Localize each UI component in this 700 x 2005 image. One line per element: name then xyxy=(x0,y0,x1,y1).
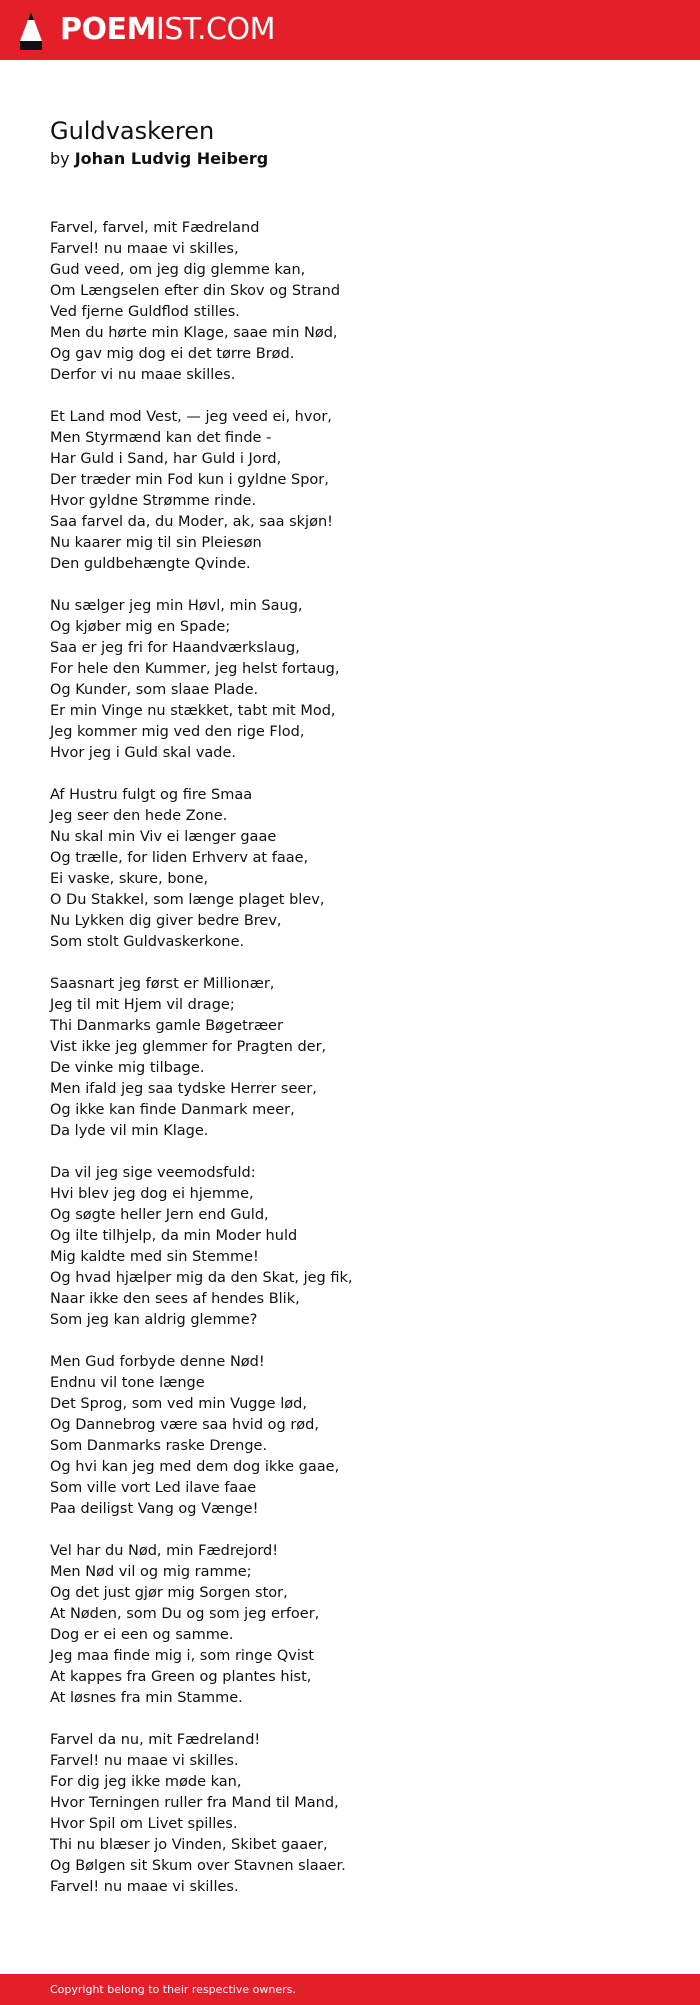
poem-line: Men Gud forbyde denne Nød! xyxy=(50,1354,265,1370)
poem-line: Da vil jeg sige veemodsfuld: xyxy=(50,1165,256,1181)
poem-line: Farvel da nu, mit Fædreland! xyxy=(50,1732,261,1748)
site-header xyxy=(0,0,700,60)
poem-line: Mig kaldte med sin Stemme! xyxy=(50,1249,259,1265)
stanza xyxy=(50,785,650,953)
poem-line: Som Danmarks raske Drenge. xyxy=(50,1438,268,1454)
poem-line: De vinke mig tilbage. xyxy=(50,1060,205,1076)
poem-line: Hvor jeg i Guld skal vade. xyxy=(50,745,237,761)
pencil-icon[interactable] xyxy=(18,11,44,51)
poem-line: Nu sælger jeg min Høvl, min Saug, xyxy=(50,598,303,614)
poem-line: Og det just gjør mig Sorgen stor, xyxy=(50,1585,288,1601)
poem-line: Men Styrmænd kan det finde - xyxy=(50,430,272,446)
poem-line: Hvor gyldne Strømme rinde. xyxy=(50,493,257,509)
poem-line: Jeg til mit Hjem vil drage; xyxy=(50,997,235,1013)
poem-line: Hvor Spil om Livet spilles. xyxy=(50,1816,238,1832)
poem-line: Jeg seer den hede Zone. xyxy=(50,808,228,824)
poem-line: Jeg kommer mig ved den rige Flod, xyxy=(50,724,305,740)
poem-line: Og Dannebrog være saa hvid og rød, xyxy=(50,1417,319,1433)
stanza xyxy=(50,1163,650,1331)
logo-text-rest: IST.COM xyxy=(155,12,275,47)
poem-line: Jeg maa finde mig i, som ringe Qvist xyxy=(50,1648,315,1664)
stanza xyxy=(50,407,650,575)
poem-line: Af Hustru fulgt og fire Smaa xyxy=(50,787,253,803)
poem-line: Om Længselen efter din Skov og Strand xyxy=(50,283,341,299)
by-label: by xyxy=(50,149,70,168)
stanza xyxy=(50,1730,650,1898)
poem-line: Er min Vinge nu stækket, tabt mit Mod, xyxy=(50,703,336,719)
poem-line: Som stolt Guldvaskerkone. xyxy=(50,934,245,950)
poem-line: Farvel! nu maae vi skilles. xyxy=(50,1879,239,1895)
poem-line: Har Guld i Sand, har Guld i Jord, xyxy=(50,451,282,467)
poem-line: For dig jeg ikke møde kan, xyxy=(50,1774,242,1790)
stanza xyxy=(50,218,650,386)
copyright-text: Copyright belong to their respective owners. xyxy=(50,1983,296,1996)
stanza xyxy=(50,974,650,1142)
byline xyxy=(50,148,268,170)
poem-line: At Nøden, som Du og som jeg erfoer, xyxy=(50,1606,320,1622)
poem-line: Men Nød vil og mig ramme; xyxy=(50,1564,252,1580)
poem-line: Et Land mod Vest, — jeg veed ei, hvor, xyxy=(50,409,332,425)
site-logo[interactable] xyxy=(60,11,275,49)
poem-line: Saa er jeg fri for Haandværkslaug, xyxy=(50,640,300,656)
poem-line: At løsnes fra min Stamme. xyxy=(50,1690,243,1706)
poem-line: Nu skal min Viv ei længer gaae xyxy=(50,829,277,845)
poem-line: Ved fjerne Guldflod stilles. xyxy=(50,304,240,320)
stanza xyxy=(50,1352,650,1520)
author-name: Johan Ludvig Heiberg xyxy=(74,149,269,168)
poem-title: Guldvaskeren xyxy=(50,117,215,145)
poem-line: Paa deiligst Vang og Vænge! xyxy=(50,1501,259,1517)
poem-line: Og ilte tilhjelp, da min Moder huld xyxy=(50,1228,298,1244)
poem-line: Det Sprog, som ved min Vugge lød, xyxy=(50,1396,307,1412)
poem-line: Saasnart jeg først er Millionær, xyxy=(50,976,275,992)
poem-line: Derfor vi nu maae skilles. xyxy=(50,367,236,383)
poem-body xyxy=(50,218,650,1919)
poem-line: Vel har du Nød, min Fædrejord! xyxy=(50,1543,279,1559)
poem-line: Nu kaarer mig til sin Pleiesøn xyxy=(50,535,262,551)
poem-line: Og Bølgen sit Skum over Stavnen slaaer. xyxy=(50,1858,346,1874)
poem-line: Nu Lykken dig giver bedre Brev, xyxy=(50,913,282,929)
poem-line: Vist ikke jeg glemmer for Pragten der, xyxy=(50,1039,327,1055)
poem-line: Den guldbehængte Qvinde. xyxy=(50,556,251,572)
poem-line: Og ikke kan finde Danmark meer, xyxy=(50,1102,295,1118)
poem-line: Men ifald jeg saa tydske Herrer seer, xyxy=(50,1081,317,1097)
poem-line: Som ville vort Led ilave faae xyxy=(50,1480,257,1496)
poem-line: Og Kunder, som slaae Plade. xyxy=(50,682,259,698)
site-footer xyxy=(0,1974,700,2005)
poem-line: Gud veed, om jeg dig glemme kan, xyxy=(50,262,306,278)
poem-line: For hele den Kummer, jeg helst fortaug, xyxy=(50,661,340,677)
poem-line: Farvel! nu maae vi skilles. xyxy=(50,1753,239,1769)
poem-line: Ei vaske, skure, bone, xyxy=(50,871,209,887)
stanza xyxy=(50,1541,650,1709)
poem-line: Thi nu blæser jo Vinden, Skibet gaaer, xyxy=(50,1837,328,1853)
logo-text-bold: POEM xyxy=(60,12,156,47)
poem-line: Som jeg kan aldrig glemme? xyxy=(50,1312,258,1328)
poem-line: Hvor Terningen ruller fra Mand til Mand, xyxy=(50,1795,339,1811)
poem-line: Og gav mig dog ei det tørre Brød. xyxy=(50,346,295,362)
poem-line: Saa farvel da, du Moder, ak, saa skjøn! xyxy=(50,514,333,530)
stanza xyxy=(50,596,650,764)
poem-line: Og kjøber mig en Spade; xyxy=(50,619,231,635)
poem-line: Farvel! nu maae vi skilles, xyxy=(50,241,239,257)
poem-line: Farvel, farvel, mit Fædreland xyxy=(50,220,260,236)
poem-line: Der træder min Fod kun i gyldne Spor, xyxy=(50,472,329,488)
poem-line: Naar ikke den sees af hendes Blik, xyxy=(50,1291,300,1307)
poem-line: At kappes fra Green og plantes hist, xyxy=(50,1669,312,1685)
poem-line: O Du Stakkel, som længe plaget blev, xyxy=(50,892,325,908)
poem-line: Da lyde vil min Klage. xyxy=(50,1123,209,1139)
poem-line: Hvi blev jeg dog ei hjemme, xyxy=(50,1186,254,1202)
poem-line: Og hvi kan jeg med dem dog ikke gaae, xyxy=(50,1459,340,1475)
poem-line: Og hvad hjælper mig da den Skat, jeg fik, xyxy=(50,1270,353,1286)
poem-line: Thi Danmarks gamle Bøgetræer xyxy=(50,1018,283,1034)
poem-line: Og søgte heller Jern end Guld, xyxy=(50,1207,269,1223)
poem-line: Endnu vil tone længe xyxy=(50,1375,205,1391)
poem-line: Men du hørte min Klage, saae min Nød, xyxy=(50,325,338,341)
poem-line: Dog er ei een og samme. xyxy=(50,1627,234,1643)
poem-line: Og trælle, for liden Erhverv at faae, xyxy=(50,850,309,866)
